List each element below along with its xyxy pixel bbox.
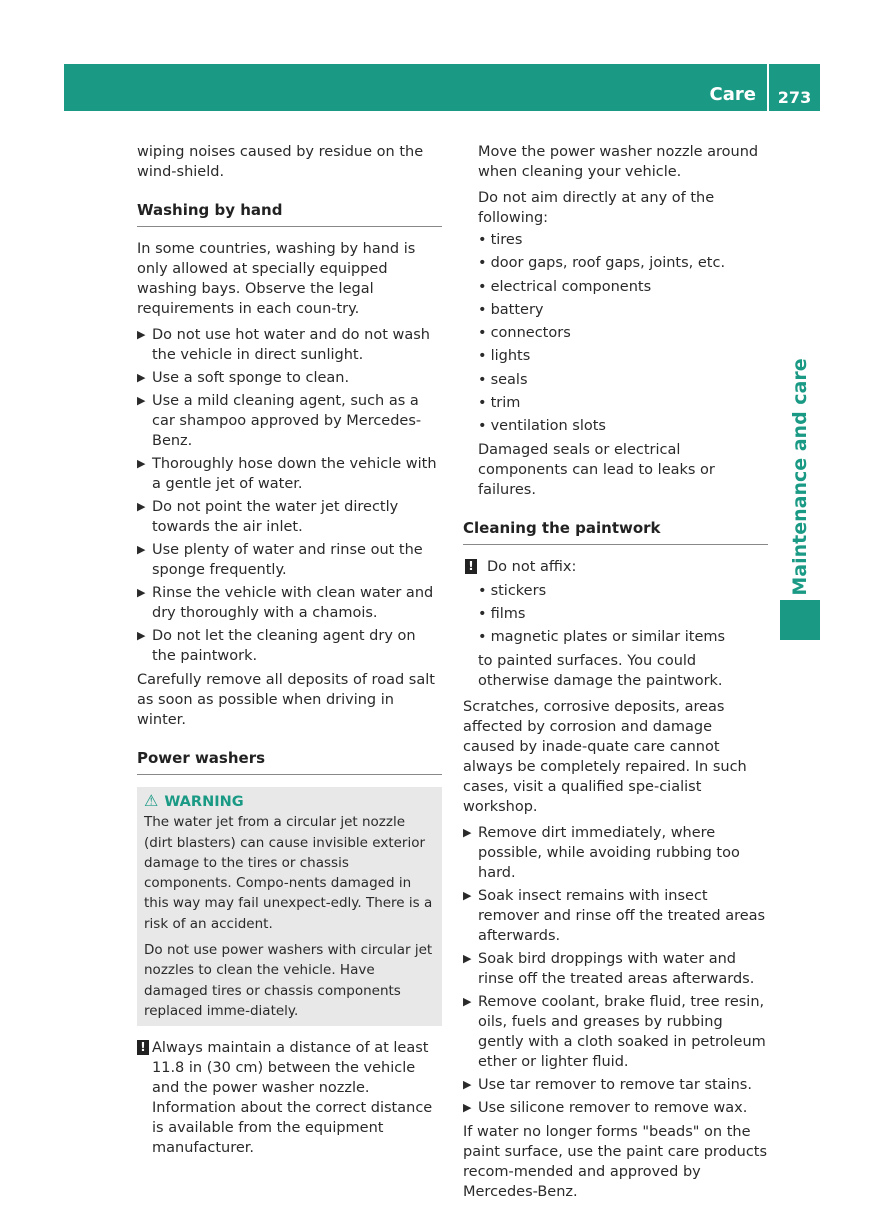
- side-tab-marker: [780, 600, 820, 640]
- list-item: • tires: [478, 230, 768, 250]
- move-nozzle-paragraph: Move the power washer nozzle around when cleaning your vehicle.: [478, 144, 759, 180]
- list-item: • stickers: [478, 581, 768, 601]
- header-bar: [64, 64, 767, 111]
- list-item: • battery: [478, 300, 768, 320]
- list-item: ▶ Soak bird droppings with water and rinse off the treated areas afterwards.: [463, 950, 755, 987]
- washing-by-hand-heading: Washing by hand: [137, 200, 442, 227]
- list-item: ▶ Remove dirt immediately, where possible, while avoiding rubbing too hard.: [463, 824, 740, 881]
- step-arrow-icon: ▶: [463, 888, 472, 902]
- step-arrow-icon: ▶: [463, 1100, 472, 1114]
- power-washers-section: [137, 748, 442, 775]
- affix-notice: ! Do not affix:: [463, 557, 768, 577]
- side-tab-label: Maintenance and care: [789, 358, 811, 596]
- affix-list: [478, 581, 768, 648]
- list-item: ▶ Do not let the cleaning agent dry on the paintwork.: [137, 628, 416, 664]
- power-washers-heading: Power washers: [137, 748, 442, 775]
- step-arrow-icon: ▶: [463, 1077, 472, 1091]
- cleaning-paintwork-section: [463, 518, 768, 545]
- intro-paragraph: wiping noises caused by residue on the wind-shield.: [137, 144, 424, 180]
- list-item: • connectors: [478, 323, 768, 343]
- list-item: ▶ Do not point the water jet directly towards the air inlet.: [137, 499, 399, 535]
- paintwork-steps: [463, 823, 768, 1118]
- list-item: • electrical components: [478, 277, 768, 297]
- warning-title: ⚠ WARNING: [144, 791, 244, 810]
- notice-exclamation-icon: !: [137, 1040, 149, 1055]
- list-item: ▶ Use silicone remover to remove wax.: [463, 1099, 748, 1116]
- distance-notice: ! Always maintain a distance of at least 11.8 in (30 cm) between the vehicle and the power washer nozzle. Information about the correct distance is available from the equipment manufacturer.: [137, 1038, 442, 1158]
- washing-intro: In some countries, washing by hand is only allowed at specially equipped washing bays. Observe the legal requirements in each coun-try.: [137, 241, 416, 317]
- list-item: ▶ Rinse the vehicle with clean water and dry thoroughly with a chamois.: [137, 585, 434, 621]
- washing-by-hand-section: [137, 200, 442, 227]
- beads-paragraph: If water no longer forms "beads" on the paint surface, use the paint care products recom-mended and approved by Mercedes-Benz.: [463, 1123, 768, 1200]
- do-not-aim-paragraph: Do not aim directly at any of the following:: [478, 190, 715, 226]
- list-item: ▶ Use a mild cleaning agent, such as a car shampoo approved by Mercedes-Benz.: [137, 393, 422, 449]
- list-item: • ventilation slots: [478, 416, 768, 436]
- step-arrow-icon: ▶: [463, 951, 472, 965]
- right-column: [463, 142, 768, 1208]
- step-arrow-icon: ▶: [137, 328, 146, 341]
- washing-steps: [137, 325, 442, 666]
- list-item: • trim: [478, 393, 768, 413]
- step-arrow-icon: ▶: [463, 825, 472, 839]
- affix-outro: to painted surfaces. You could otherwise damage the paintwork.: [478, 652, 723, 689]
- step-arrow-icon: ▶: [137, 543, 146, 556]
- left-column: [137, 142, 442, 1158]
- list-item: ▶ Remove coolant, brake fluid, tree resin, oils, fuels and greases by rubbing gently with a cloth soaked in petroleum ether or lighter fluid.: [463, 993, 766, 1070]
- list-item: • lights: [478, 346, 768, 366]
- step-arrow-icon: ▶: [137, 629, 146, 642]
- aim-list: [478, 230, 768, 436]
- list-item: ▶ Do not use hot water and do not wash the vehicle in direct sunlight.: [137, 327, 430, 363]
- cleaning-paintwork-heading: Cleaning the paintwork: [463, 518, 768, 545]
- list-item: ▶ Thoroughly hose down the vehicle with a gentle jet of water.: [137, 456, 437, 492]
- warning-text-2: Do not use power washers with circular jet nozzles to clean the vehicle. Have damaged tires or chassis components replaced imme-diately.: [144, 942, 433, 1019]
- list-item: ▶ Use a soft sponge to clean.: [137, 370, 350, 386]
- section-title: Care: [709, 84, 756, 105]
- page-number: 273: [777, 88, 812, 107]
- notice-exclamation-icon: !: [465, 559, 477, 574]
- step-arrow-icon: ▶: [137, 500, 146, 513]
- list-item: • door gaps, roof gaps, joints, etc.: [478, 253, 768, 273]
- step-arrow-icon: ▶: [137, 457, 146, 470]
- list-item: ▶ Use plenty of water and rinse out the sponge frequently.: [137, 542, 423, 578]
- list-item: • seals: [478, 370, 768, 390]
- warning-triangle-icon: ⚠: [144, 791, 159, 810]
- list-item: • films: [478, 604, 768, 624]
- warning-box: [137, 787, 442, 1026]
- list-item: ▶ Use tar remover to remove tar stains.: [463, 1076, 752, 1093]
- damaged-seals-paragraph: Damaged seals or electrical components can lead to leaks or failures.: [478, 441, 715, 498]
- list-item: ▶ Soak insect remains with insect remover and rinse off the treated areas afterwards.: [463, 887, 766, 944]
- scratches-paragraph: Scratches, corrosive deposits, areas affected by corrosion and damage caused by inade-quate care cannot always be completely repaired. In such cases, visit a qualified spe-cialist workshop.: [463, 698, 747, 815]
- step-arrow-icon: ▶: [137, 371, 146, 384]
- road-salt-paragraph: Carefully remove all deposits of road salt as soon as possible when driving in winter.: [137, 672, 435, 728]
- step-arrow-icon: ▶: [137, 586, 146, 599]
- warning-text-1: The water jet from a circular jet nozzle (dirt blasters) can cause invisible exterior damage to the tires or chassis components. Compo-nents damaged in this way may fail unexpect-edly. There is a risk of an accident.: [144, 814, 433, 932]
- step-arrow-icon: ▶: [137, 394, 146, 407]
- list-item: • magnetic plates or similar items: [478, 627, 768, 647]
- step-arrow-icon: ▶: [463, 994, 472, 1008]
